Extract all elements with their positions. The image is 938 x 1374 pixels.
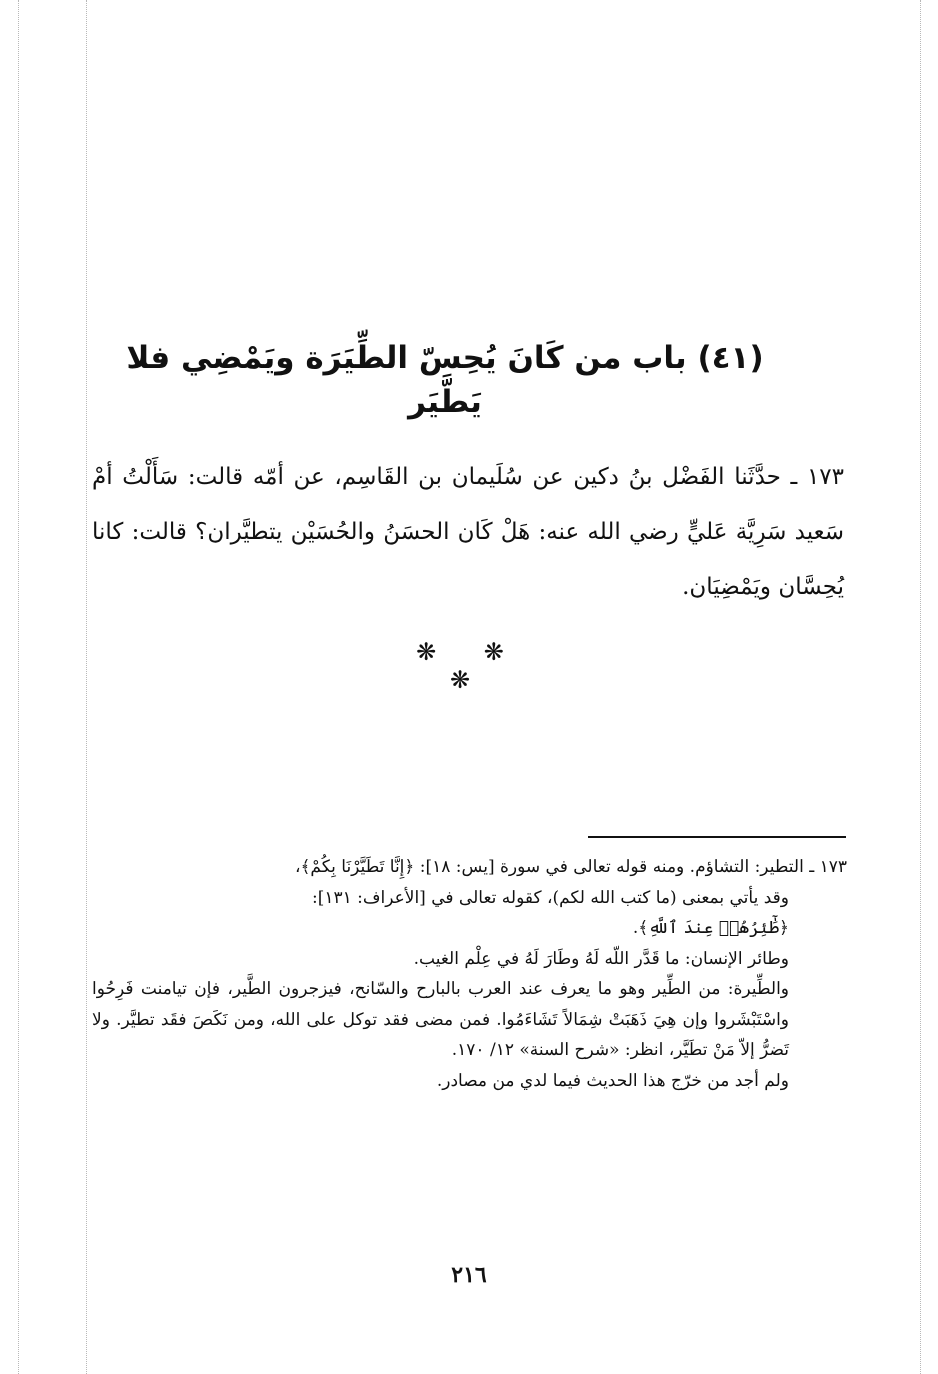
footnote-separator xyxy=(588,836,846,838)
footnote-line: ولم أجد من خرّج هذا الحديث فيما لدي من مصادر. xyxy=(436,1070,789,1091)
inner-margin-guide xyxy=(86,0,87,1374)
section-divider-ornament: ❋ ❋ ❋ xyxy=(416,638,524,694)
footnotes xyxy=(92,852,847,1096)
footnote-line: والطِّيرة: من الطِّير وهو ما يعرف عند العرب بالبارح والسّانح، فيزجرون الطَّير، فإن تيامنت فَرِحُوا واسْتَبْشَروا وإن هِيَ ذَهَبَتْ شِمَالاً تَشَاءَمُوا. فمن مضى فقد توكل على الله، ومن نَكَصَ فقَد تطيَّر. ولا تَضرُّ إلاّ مَنْ تطَيَّر، انظر: «شرح السنة» ١٢/ ١٧٠. xyxy=(92,979,789,1060)
chapter-title: (٤١) باب من كَانَ يُحِسّ الطِّيَرَة ويَمْضِي فلا يَطَّيَر xyxy=(126,339,764,420)
footnote-line: وقد يأتي بمعنى (ما كتب الله لكم)، كقوله تعالى في [الأعراف: ١٣١]: xyxy=(311,887,789,908)
footnote-line: وطائر الإنسان: ما قَدَّر اللّه لَهُ وطَارَ لَهُ في عِلْم الغيب. xyxy=(413,948,789,969)
right-margin-guide xyxy=(920,0,921,1374)
page-number: ٢١٦ xyxy=(451,1262,487,1288)
hadith-paragraph: ١٧٣ ـ حدَّثَنا الفَضْل بنُ دكين عن سُلَيمان بن القَاسِم، عن أمّه قالت: سَأَلْتُ أمْ سَعيد سَرِيَّة عَليٍّ رضي الله عنه: هَلْ كَان الحسَنُ والحُسَيْن يتطيَّران؟ قالت: كانا يُحِسَّان ويَمْضِيَان. xyxy=(92,464,844,600)
footnote-line: ١٧٣ ـ التطير: التشاؤم. ومنه قوله تعالى في سورة [يس: ١٨]: ﴿إِنَّا تَطَيَّرْنَا بِكُمْ﴾، xyxy=(294,857,847,877)
hadith-text xyxy=(92,450,844,615)
footnote-line: ﴿طَٰٓئِرُهُمۡ عِندَ ٱللَّهِ﴾. xyxy=(632,918,789,938)
left-margin-guide xyxy=(18,0,19,1374)
